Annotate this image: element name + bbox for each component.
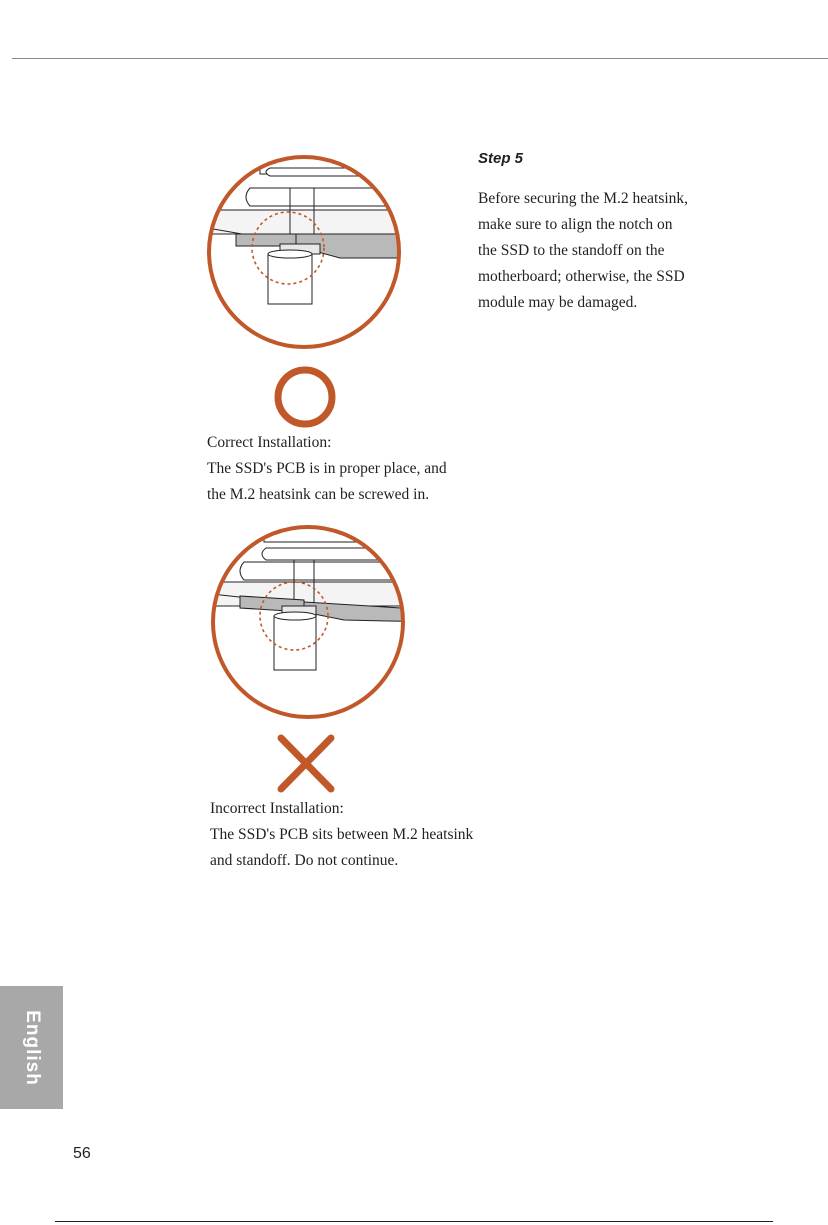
step-line: the SSD to the standoff on the <box>478 242 665 259</box>
correct-caption <box>207 430 447 508</box>
step-line: Before securing the M.2 heatsink, <box>478 190 689 207</box>
language-label: English <box>21 1009 43 1086</box>
header-rule <box>12 58 828 59</box>
caption-line: The SSD's PCB sits between M.2 heatsink <box>210 826 474 843</box>
caption-line: Incorrect Installation: <box>210 800 344 817</box>
incorrect-caption <box>210 796 473 874</box>
caption-line: Correct Installation: <box>207 434 332 451</box>
step-line: make sure to align the notch on <box>478 216 673 233</box>
incorrect-installation-illustration <box>204 520 414 726</box>
step-title: Step 5 <box>478 150 524 167</box>
footer-rule <box>55 1221 773 1222</box>
correct-installation-illustration <box>200 150 410 356</box>
correct-circle-icon <box>273 365 337 429</box>
language-tab <box>0 986 63 1109</box>
step-line: module may be damaged. <box>478 294 638 311</box>
step-line: motherboard; otherwise, the SSD <box>478 268 685 285</box>
page-number: 56 <box>73 1145 91 1162</box>
step-description <box>478 186 718 316</box>
caption-line: and standoff. Do not continue. <box>210 852 399 869</box>
incorrect-cross-icon <box>273 733 339 795</box>
caption-line: the M.2 heatsink can be screwed in. <box>207 486 430 503</box>
caption-line: The SSD's PCB is in proper place, and <box>207 460 447 477</box>
